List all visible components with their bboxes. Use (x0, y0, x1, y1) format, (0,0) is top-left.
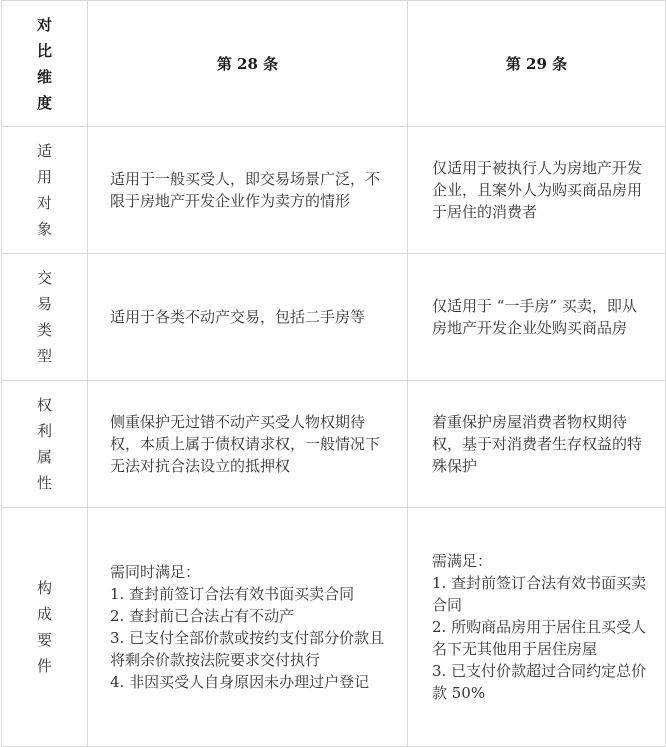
article-28-cell: 适用于一般买受人，即交易场景广泛，不限于房地产开发企业作为卖方的情形 (88, 127, 408, 254)
requirement-item: 1. 查封前签订合法有效书面买卖合同 (110, 585, 355, 603)
requirement-item: 1. 查封前签订合法有效书面买卖合同 (432, 574, 647, 614)
table-row (2, 127, 666, 254)
comparison-table (1, 0, 666, 747)
article-28-cell (88, 508, 408, 747)
table-row (2, 254, 666, 381)
requirement-item: 3. 已支付全部价款或按约支付部分价款且将剩余价款按法院要求交付执行 (110, 629, 385, 669)
article-29-cell (408, 508, 666, 747)
article-28-cell: 侧重保护无过错不动产买受人物权期待权，本质上属于债权请求权，一般情况下无法对抗合法设立的抵押权 (88, 381, 408, 508)
header-row (2, 1, 666, 127)
row-dimension: 权利属性 (2, 381, 88, 508)
requirements-intro: 需同时满足： (110, 563, 201, 581)
header-article-29: 第 29 条 (408, 1, 666, 127)
article-29-cell: 仅适用于被执行人为房地产开发企业，且案外人为购买商品房用于居住的消费者 (408, 127, 666, 254)
requirement-item: 3. 已支付价款超过合同约定总价款 50% (432, 662, 647, 702)
table-row (2, 508, 666, 747)
header-dimension: 对比维度 (2, 1, 88, 127)
requirements-intro: 需满足： (432, 552, 493, 570)
requirement-item: 2. 查封前已合法占有不动产 (110, 607, 295, 625)
row-dimension: 适用对象 (2, 127, 88, 254)
requirement-item: 4. 非因买受人自身原因未办理过户登记 (110, 673, 370, 691)
row-dimension: 构成要件 (2, 508, 88, 747)
header-article-28: 第 28 条 (88, 1, 408, 127)
article-28-cell: 适用于各类不动产交易，包括二手房等 (88, 254, 408, 381)
row-dimension: 交易类型 (2, 254, 88, 381)
requirement-item: 2. 所购商品房用于居住且买受人名下无其他用于居住房屋 (432, 618, 647, 658)
article-29-cell: 着重保护房屋消费者物权期待权，基于对消费者生存权益的特殊保护 (408, 381, 666, 508)
table-row (2, 381, 666, 508)
article-29-cell: 仅适用于 “一手房” 买卖，即从房地产开发企业处购买商品房 (408, 254, 666, 381)
